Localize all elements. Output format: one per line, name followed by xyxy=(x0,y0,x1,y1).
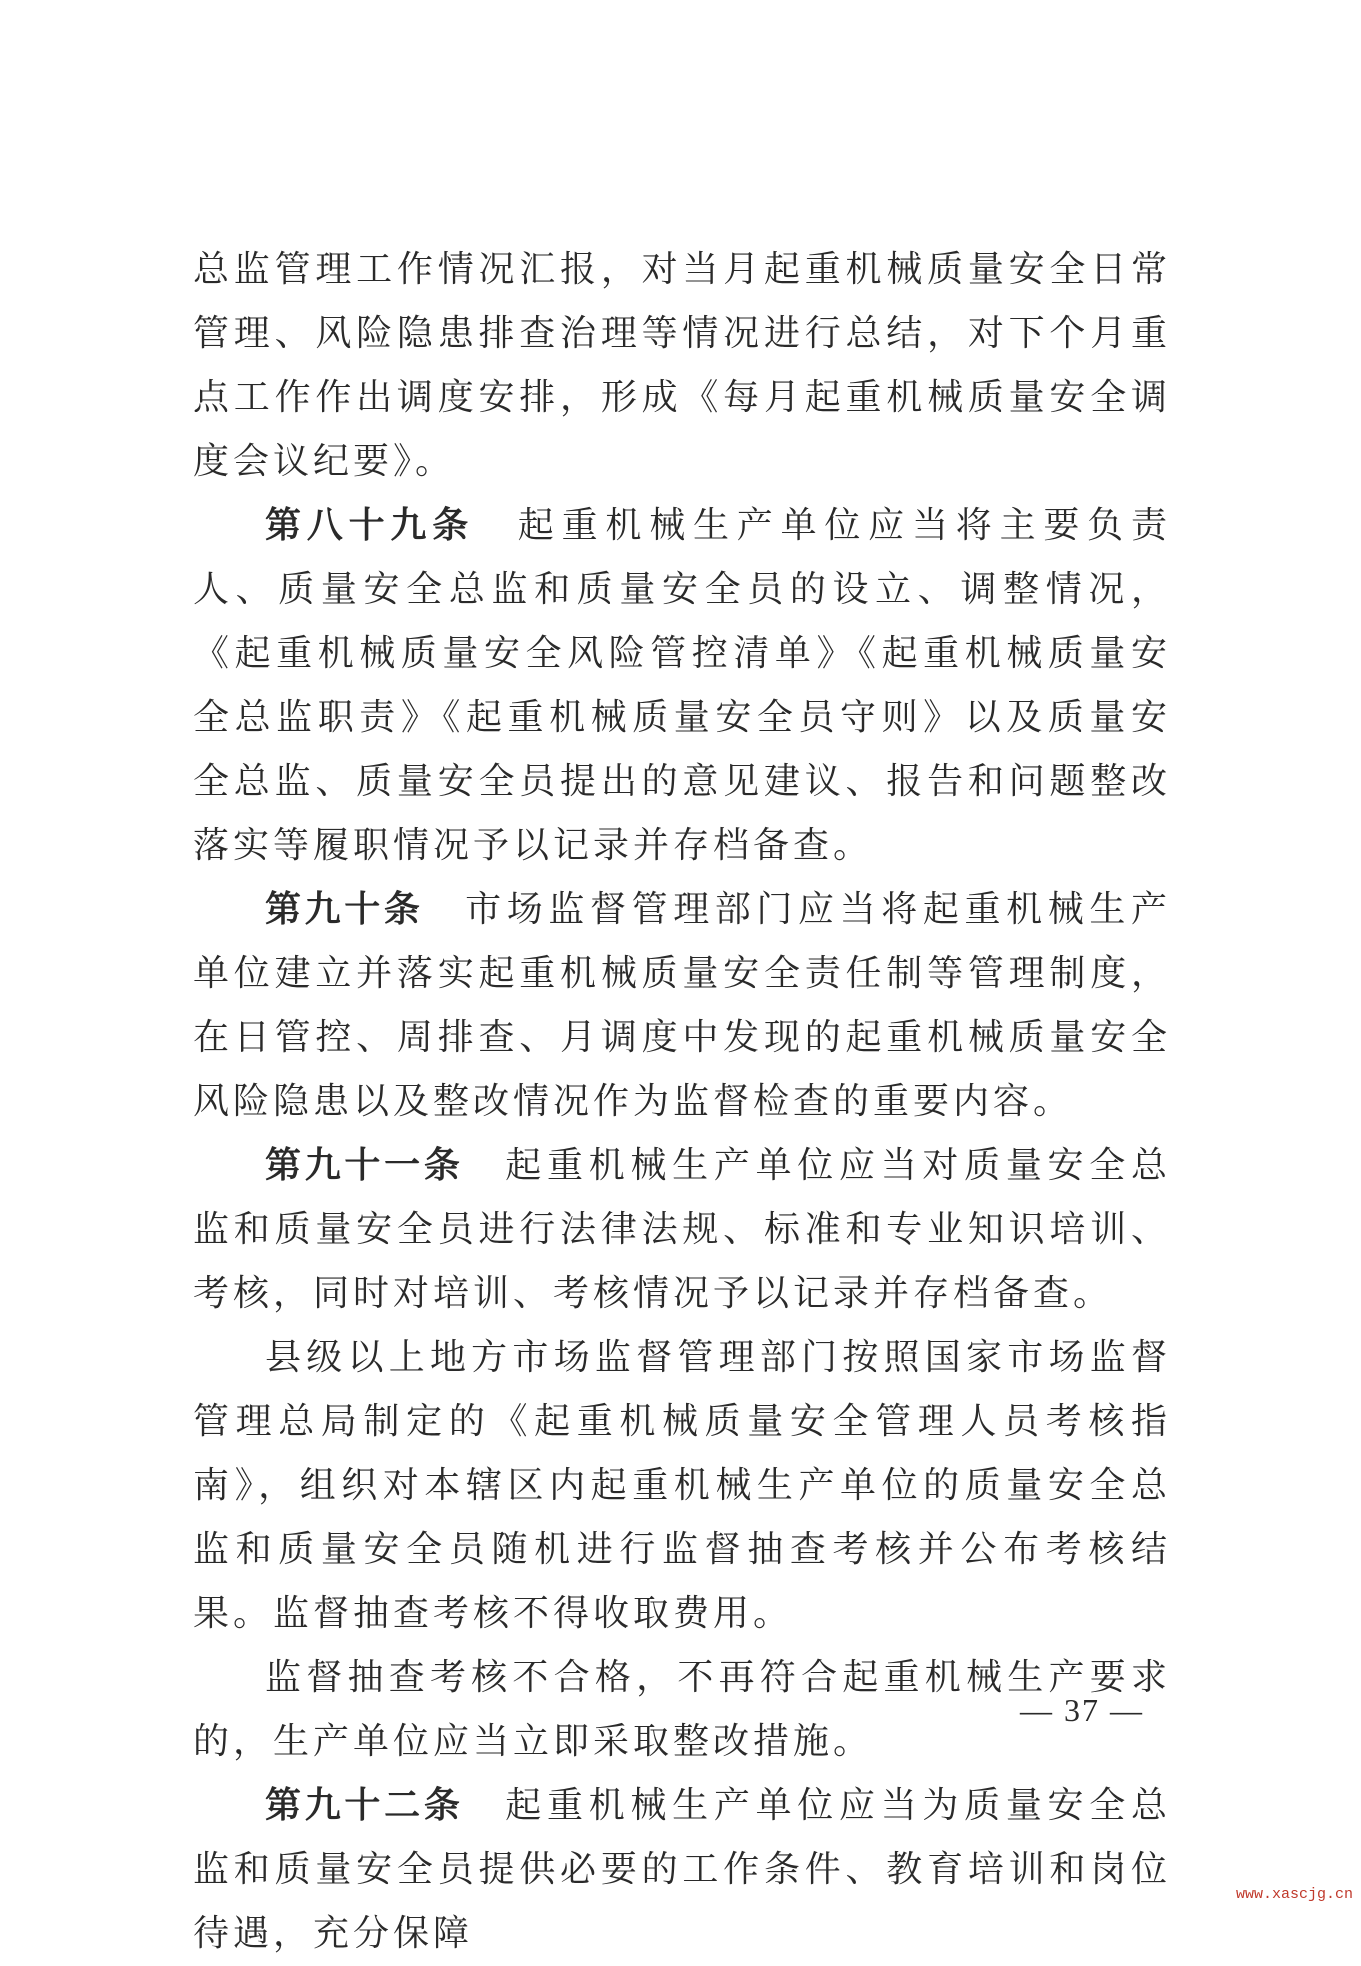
article-92-paragraph xyxy=(193,1774,1171,1966)
article-89-paragraph xyxy=(193,494,1171,878)
page-number: — 37 — xyxy=(1020,1692,1144,1728)
site-watermark: www.xascjg.cn xyxy=(1235,1886,1353,1903)
article-90-paragraph xyxy=(193,878,1171,1134)
paragraph-text: 总监管理工作情况汇报，对当月起重机械质量安全日常管理、风险隐患排查治理等情况进行总结，对下个月重点工作作出调度安排，形成《每月起重机械质量安全调度会议纪要》。 xyxy=(193,249,1171,482)
article-91-paragraph xyxy=(193,1134,1171,1326)
article-heading: 第九十一条 xyxy=(265,1145,464,1186)
paragraph-text: 县级以上地方市场监督管理部门按照国家市场监督管理总局制定的《起重机械质量安全管理人员考核指南》，组织对本辖区内起重机械生产单位的质量安全总监和质量安全员随机进行监督抽查考核并公布考核结果。监督抽查考核不得收取费用。 xyxy=(193,1337,1171,1634)
paragraph-text: 监督抽查考核不合格，不再符合起重机械生产要求的，生产单位应当立即采取整改措施。 xyxy=(193,1657,1171,1762)
paragraph-text: 起重机械生产单位应当对质量安全总监和质量安全员进行法律法规、标准和专业知识培训、考核，同时对培训、考核情况予以记录并存档备查。 xyxy=(193,1145,1171,1314)
assessment-paragraph xyxy=(193,1326,1171,1646)
article-heading: 第九十条 xyxy=(265,889,424,930)
paragraph-text: 起重机械生产单位应当为质量安全总监和质量安全员提供必要的工作条件、教育培训和岗位待遇，充分保障 xyxy=(193,1785,1171,1954)
paragraph-text: 起重机械生产单位应当将主要负责人、质量安全总监和质量安全员的设立、调整情况，《起重机械质量安全风险管控清单》《起重机械质量安全总监职责》《起重机械质量安全员守则》以及质量安全总监、质量安全员提出的意见建议、报告和问题整改落实等履职情况予以记录并存档备查。 xyxy=(193,505,1171,866)
paragraph-continuation xyxy=(193,238,1171,494)
article-heading: 第八十九条 xyxy=(265,505,474,546)
paragraph-text: 市场监督管理部门应当将起重机械生产单位建立并落实起重机械质量安全责任制等管理制度，在日管控、周排查、月调度中发现的起重机械质量安全风险隐患以及整改情况作为监督检查的重要内容。 xyxy=(193,889,1171,1122)
article-heading: 第九十二条 xyxy=(265,1785,464,1826)
